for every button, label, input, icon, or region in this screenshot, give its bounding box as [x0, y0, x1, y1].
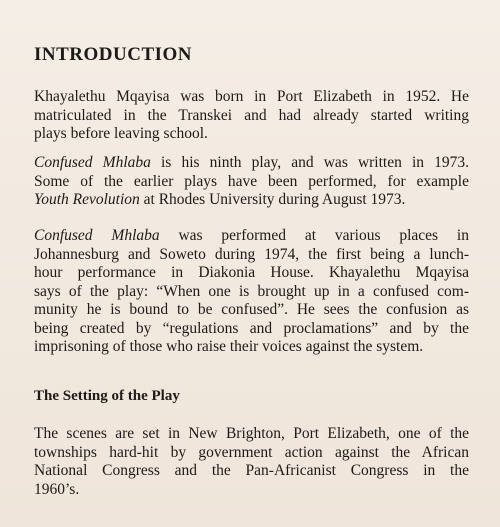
text-line: plays before leaving school.: [34, 125, 208, 142]
text-line: Johannesburg and Soweto during 1974, the first being a lunch-: [34, 245, 469, 263]
subsection-heading: The Setting of the Play: [34, 388, 180, 404]
text-line: Khayalethu Mqayisa was born in Port Elizabeth in 1952. He: [34, 88, 469, 105]
text-line: townships hard-hit by government action against the African: [34, 443, 469, 461]
text-line: Some of the earlier plays have been performed, for example: [34, 172, 469, 190]
section-heading: INTRODUCTION: [34, 44, 193, 65]
text-line: being created by “regulations and proclamations” and by the: [34, 319, 469, 337]
text-line: [34, 191, 469, 210]
text-line: imprisoning of those who raise their voices against the system.: [34, 338, 424, 355]
text-line: says of the play: “When one is brought up in a confused com-: [34, 282, 469, 300]
text-segment: is his ninth play, and was written in 1973.: [150, 154, 469, 171]
text-line: National Congress and the Pan-Africanist Congress in the: [34, 462, 469, 479]
play-title: Confused Mhlaba: [34, 227, 160, 244]
text-line: The scenes are set in New Brighton, Port Elizabeth, one of the: [34, 425, 469, 442]
text-line: munity he is bound to be confused”. He sees the confusion as: [34, 301, 469, 318]
paragraph-setting: [34, 425, 469, 499]
paragraph-performances: [34, 227, 469, 357]
paragraph-birth: [34, 88, 469, 144]
text-segment: at Rhodes University during August 1973.: [139, 191, 406, 208]
text-line: hour performance in Diakonia House. Khayalethu Mqayisa: [34, 264, 469, 281]
text-segment: was performed at various places in: [159, 227, 469, 244]
text-line: 1960’s.: [34, 480, 80, 498]
text-line: [34, 227, 469, 246]
text-line: [34, 154, 469, 173]
play-title: Confused Mhlaba: [34, 154, 151, 171]
play-title: Youth Revolution: [34, 191, 140, 208]
text-line: matriculated in the Transkei and had already started writing: [34, 106, 469, 124]
paragraph-ninth-play: [34, 154, 469, 210]
